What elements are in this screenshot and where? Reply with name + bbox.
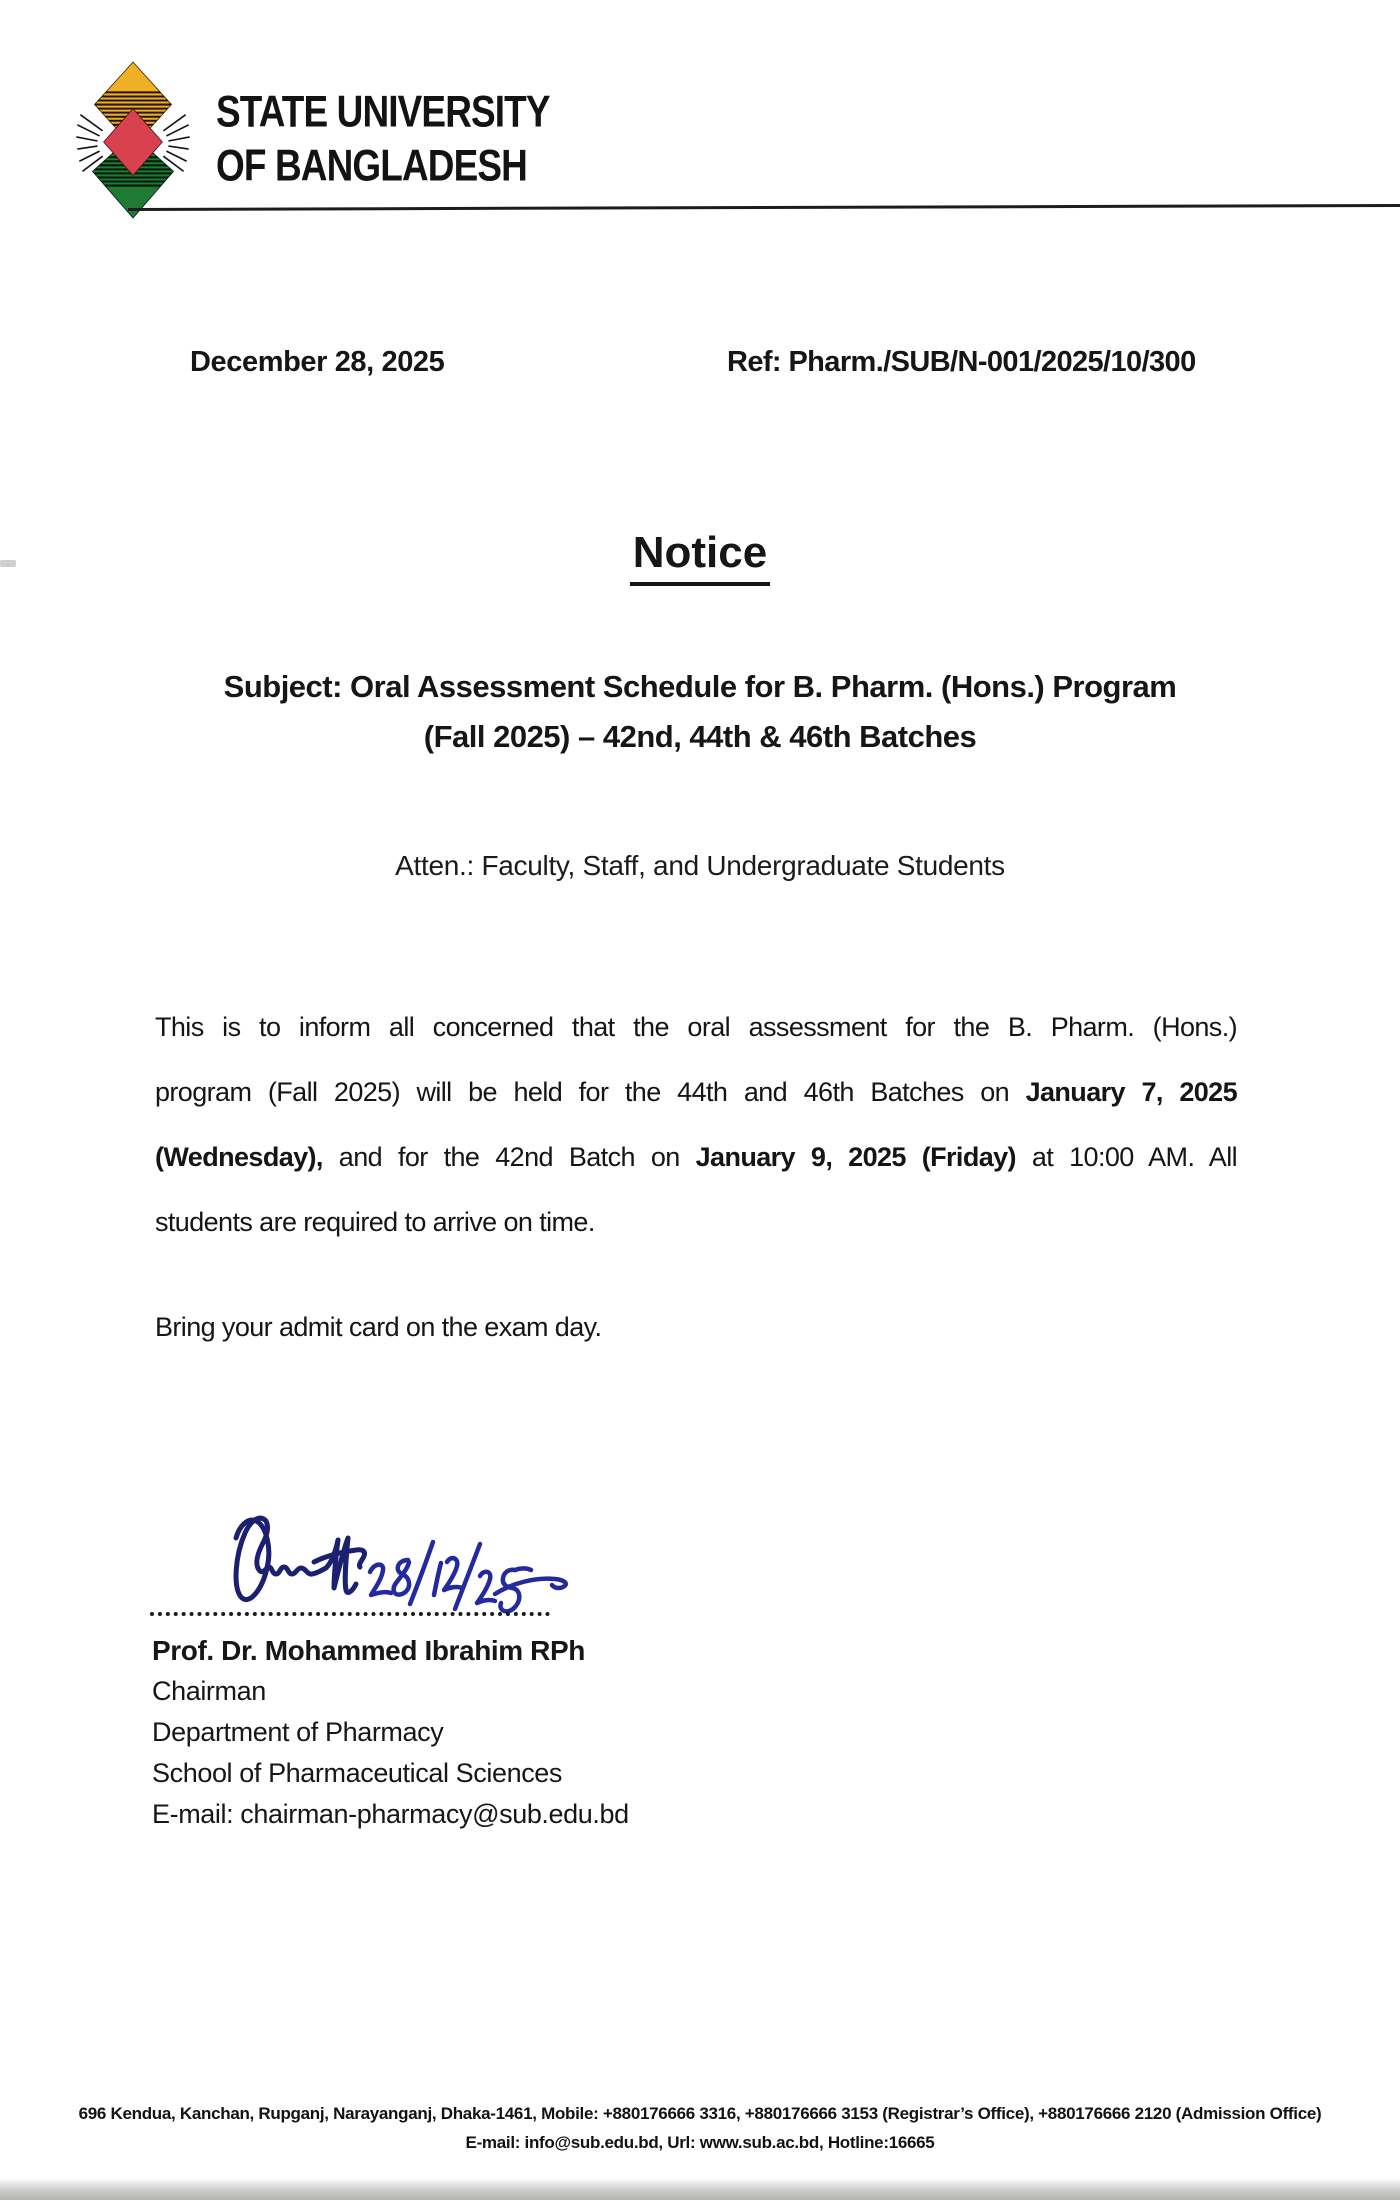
signatory-name: Prof. Dr. Mohammed Ibrahim RPh [152,1635,585,1666]
closing-line: Bring your admit card on the exam day. [155,1312,602,1342]
subject-line2: (Fall 2025) – 42nd, 44th & 46th Batches [423,719,977,754]
university-name-line1: STATE UNIVERSITY [216,86,550,136]
paragraph-bold-day: (Wednesday), [155,1142,323,1172]
signatory-title: Chairman [152,1676,266,1706]
paragraph-text: and for the 42nd Batch on [322,1142,696,1172]
paragraph-text: at 10:00 AM. All [1015,1142,1237,1172]
page-bottom-shadow [0,2178,1400,2200]
paragraph-bold-date: January 7, 2025 [1025,1077,1237,1107]
notice-title [0,528,1400,586]
reference-number: Ref: Pharm./SUB/N-001/2025/10/300 [727,346,1196,378]
footer-contact-line: E-mail: info@sub.edu.bd, Url: www.sub.ac.bd, Hotline:16665 [465,2133,935,2152]
university-name [216,84,550,192]
notice-paragraph [155,995,1237,1255]
signatory-school: School of Pharmaceutical Sciences [152,1758,563,1788]
subject-line1: Subject: Oral Assessment Schedule for B. Pharm. (Hons.) Program [223,669,1177,704]
header-divider [128,204,1400,211]
paragraph-line-3 [155,1125,1237,1190]
subject [0,662,1400,762]
university-name-line2: OF BANGLADESH [216,140,527,190]
paragraph-text: program (Fall 2025) will be held for the 44th and 46th Batches on [155,1077,1026,1107]
signatory-email: E-mail: chairman-pharmacy@sub.edu.bd [152,1799,629,1829]
footer-address-line: 696 Kendua, Kanchan, Rupganj, Narayanganj, Dhaka-1461, Mobile: +880176666 3316, +880176666 3153 (Registrar’s Office), +880176666 2120 (Admission Office) [78,2104,1322,2123]
paragraph-line-2 [155,1060,1237,1125]
paragraph-bold-date: January 9, 2025 (Friday) [695,1142,1016,1172]
notice-date: December 28, 2025 [190,346,445,378]
signatory-department: Department of Pharmacy [152,1717,444,1747]
paragraph-text: This is to inform all concerned that the oral assessment for the B. Pharm. (Hons.) [155,1012,1237,1042]
signatory-block [152,1630,629,1835]
paragraph-text: students are required to arrive on time. [155,1207,595,1237]
scan-artifact [0,560,16,567]
signature-dotted-line [150,1600,550,1616]
paragraph-line-4 [155,1190,1237,1255]
paragraph-line-1 [155,995,1237,1060]
notice-title-text: Notice [630,528,770,586]
university-logo-icon [76,60,190,222]
attention-line: Atten.: Faculty, Staff, and Undergraduate Students [395,850,1005,881]
handwritten-signature [150,1468,580,1618]
